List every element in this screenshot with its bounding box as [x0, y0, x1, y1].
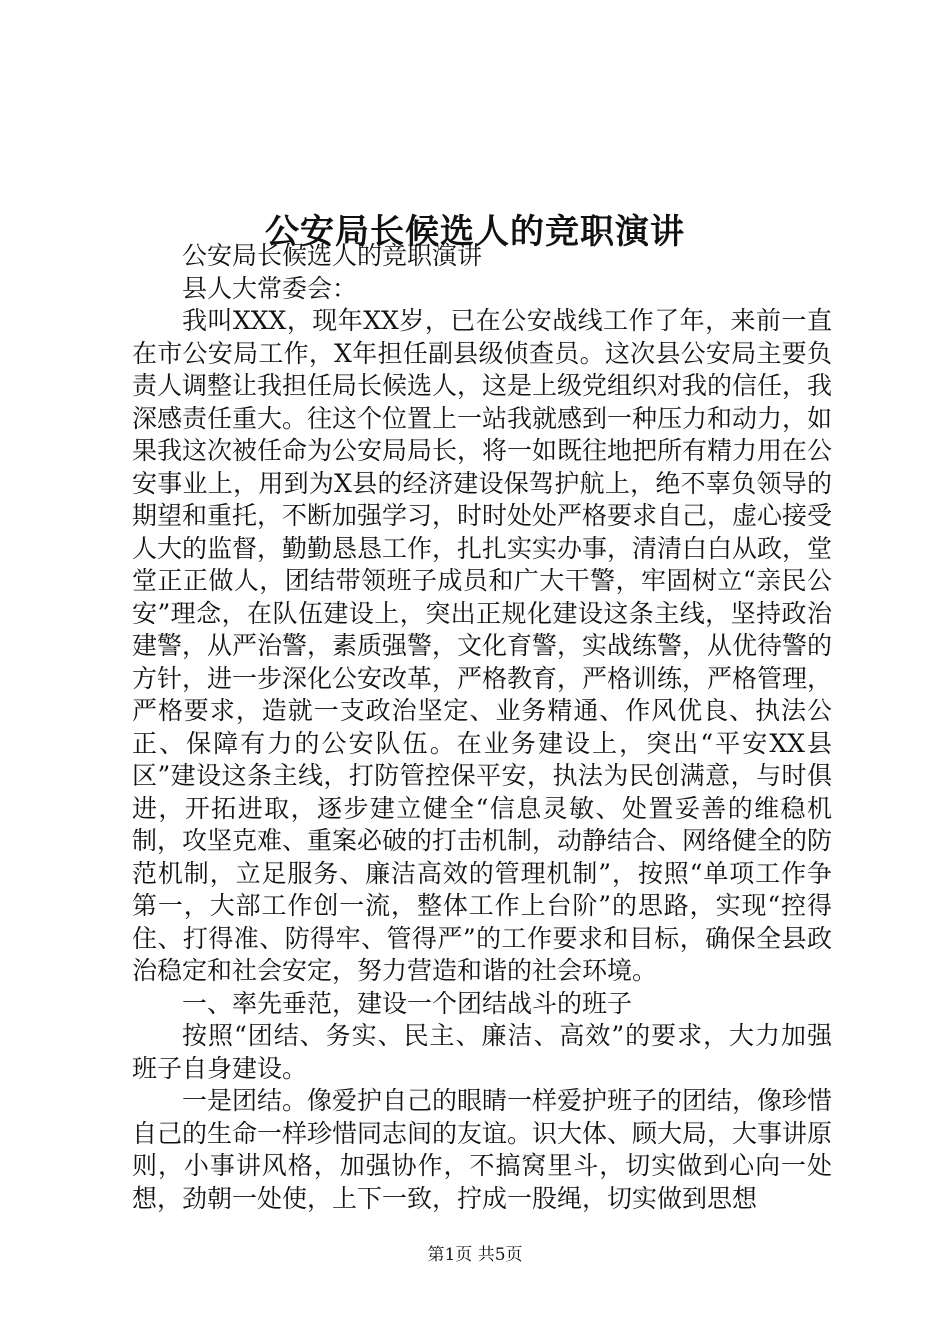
document-body — [132, 240, 832, 1215]
paragraph-salutation: 县人大常委会： — [182, 273, 358, 303]
page-footer: 第1页 共5页 — [427, 1245, 523, 1265]
paragraph-requirements: 按照“团结、务实、民主、廉洁、高效”的要求，大力加强班子自身建设。 — [132, 1021, 832, 1083]
document-title: 公安局长候选人的竞职演讲 — [265, 211, 685, 252]
section-heading: 一、率先垂范，建设一个团结战斗的班子 — [182, 988, 633, 1018]
paragraph-subtitle: 公安局长候选人的竞职演讲 — [182, 241, 483, 270]
paragraph-intro: 我叫XXX，现年XX岁，已在公安战线工作了年，来前一直在市公安局工作，X年担任副县级侦查员。这次县公安局主要负责人调整让我担任局长候选人，这是上级党组织对我的信任，我深感责任重大。往这个位置上一站我就感到一种压力和动力，如果我这次被任命为公安局局长，将一如既往地把所有精力用在公安事业上，用到为X县的经济建设保驾护航上，绝不辜负领导的期望和重托，不断加强学习，时时处处严格要求自己，虚心接受人大的监督，勤勤恳恳工作，扎扎实实办事，清清白白从政，堂堂正正做人，团结带领班子成员和广大干警，牢固树立“亲民公安”理念，在队伍建设上，突出正规化建设这条主线，坚持政治建警，从严治警，素质强警，文化育警，实战练警，从优待警的方针，进一步深化公安改革，严格教育，严格训练，严格管理，严格要求，造就一支政治坚定、业务精通、作风优良、执法公正、保障有力的公安队伍。在业务建设上，突出“平安XX县区”建设这条主线，打防管控保平安，执法为民创满意，与时俱进，开拓进取，逐步建立健全“信息灵敏、处置妥善的维稳机制，攻坚克难、重案必破的打击机制，动静结合、网络健全的防范机制，立足服务、廉洁高效的管理机制”，按照“单项工作争第一，大部工作创一流，整体工作上台阶”的思路，实现“控得住、打得准、防得牢、管得严”的工作要求和目标，确保全县政治稳定和社会安定，努力营造和谐的社会环境。 — [132, 306, 833, 985]
paragraph-unity: 一是团结。像爱护自己的眼睛一样爱护班子的团结，像珍惜自己的生命一样珍惜同志间的友谊。识大体、顾大局，大事讲原则，小事讲风格，加强协作，不搞窝里斗，切实做到心向一处想，劲朝一处使，上下一致，拧成一股绳，切实做到思想 — [132, 1086, 833, 1213]
